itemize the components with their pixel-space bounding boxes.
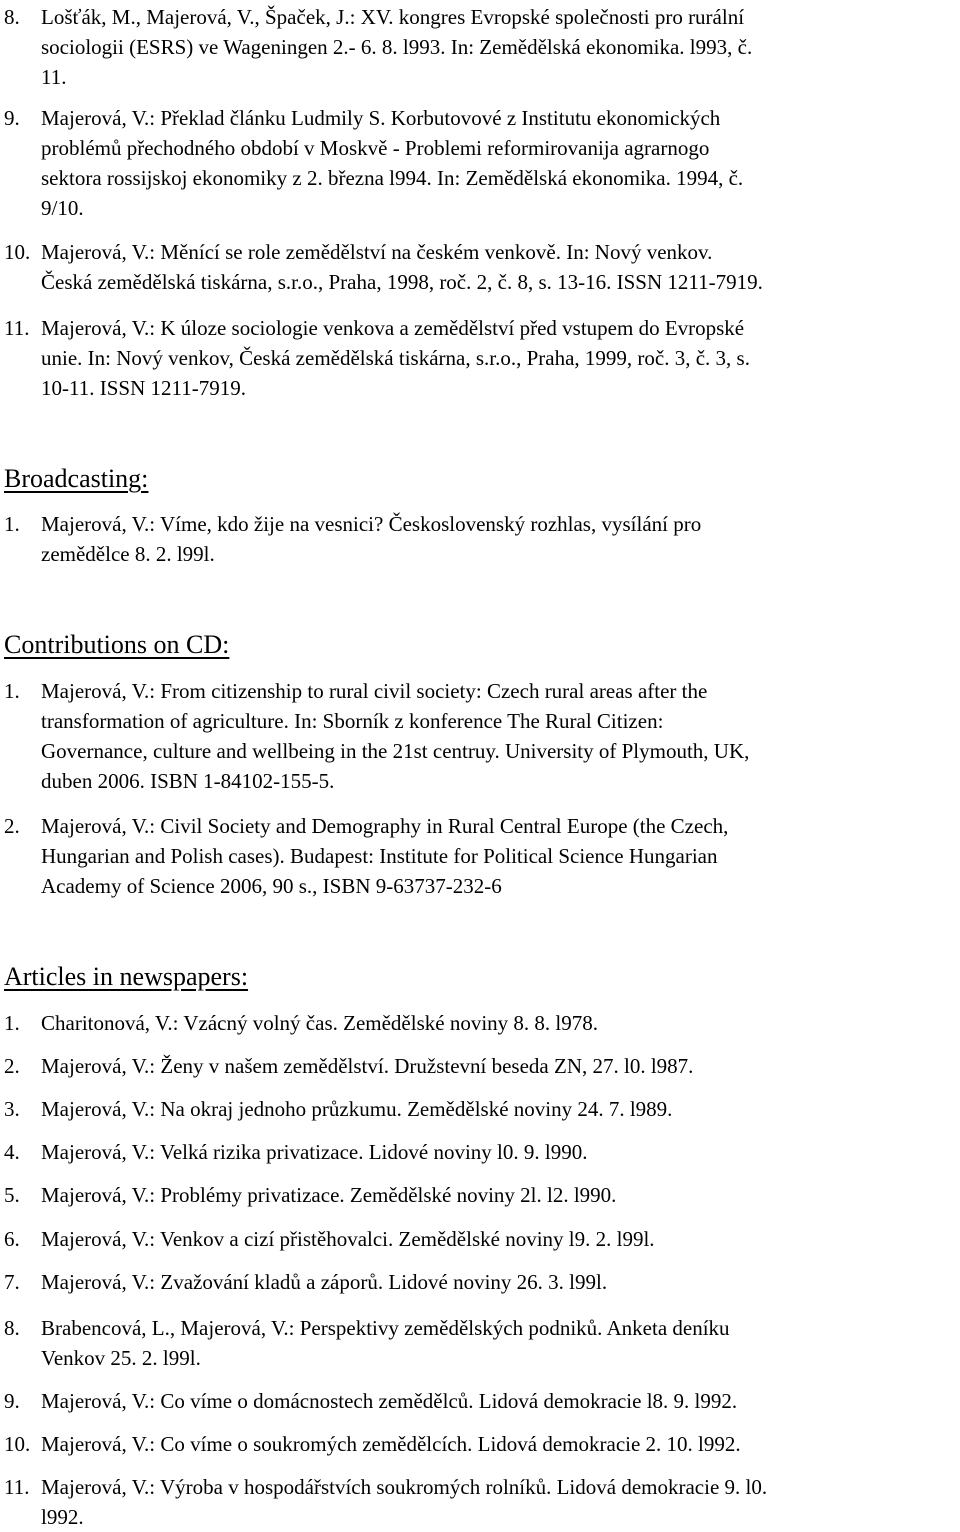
item-text: Majerová, V.: Velká rizika privatizace. Lidové noviny l0. 9. l990. — [41, 1140, 588, 1164]
list-item — [0, 313, 950, 403]
list-item — [0, 1137, 950, 1167]
list-item — [0, 1224, 950, 1254]
item-number: 1. — [4, 512, 20, 536]
item-number: 8. — [4, 5, 20, 29]
item-text: Majerová, V.: Ženy v našem zemědělství. Družstevní beseda ZN, 27. l0. l987. — [41, 1054, 694, 1078]
item-number: 10. — [4, 240, 31, 264]
list-item — [0, 1267, 950, 1297]
item-text: Majerová, V.: Víme, kdo žije na vesnici? Československý rozhlas, vysílání pro zemědělce 8. 2. l99l. — [41, 512, 702, 566]
list-item — [0, 811, 950, 901]
item-text: Majerová, V.: Co víme o soukromých zemědělcích. Lidová demokracie 2. 10. l992. — [41, 1432, 741, 1456]
item-number: 2. — [4, 814, 20, 838]
item-number: 4. — [4, 1140, 20, 1164]
section-heading-contributions-cd: Contributions on CD: — [4, 630, 230, 659]
item-number: 11. — [4, 1475, 30, 1499]
item-text: Majerová, V.: Venkov a cizí přistěhovalci. Zemědělské noviny l9. 2. l99l. — [41, 1227, 655, 1251]
item-text: Lošťák, M., Majerová, V., Špaček, J.: XV. kongres Evropské společnosti pro rurální sociologii (ESRS) ve Wageningen 2.- 6. 8. l993. In: Zemědělská ekonomika. l993, č. 11. — [41, 5, 753, 89]
list-item — [0, 1472, 950, 1532]
item-number: 10. — [4, 1432, 31, 1456]
item-text: Majerová, V.: Překlad článku Ludmily S. Korbutovové z Institutu ekonomických problémů přechodného období v Moskvě - Problemi reformirovanija agrarnogo sektora rossijskoj ekonomiky z 2. března l994. In: Zemědělská ekonomika. 1994, č. 9/10. — [41, 106, 744, 220]
item-text: Brabencová, L., Majerová, V.: Perspektivy zemědělských podniků. Anketa deníku Venkov 25. 2. l99l. — [41, 1316, 730, 1370]
item-number: 9. — [4, 1389, 20, 1413]
item-number: 2. — [4, 1054, 20, 1078]
list-item — [0, 103, 950, 223]
item-number: 7. — [4, 1270, 20, 1294]
list-item — [0, 1180, 950, 1210]
item-text: Majerová, V.: Měnící se role zemědělství na českém venkově. In: Nový venkov. Česká zemědělská tiskárna, s.r.o., Praha, 1998, roč. 2, č. 8, s. 13-16. ISSN 1211-7919. — [41, 240, 763, 294]
item-number: 6. — [4, 1227, 20, 1251]
item-text: Majerová, V.: Výroba v hospodářstvích soukromých rolníků. Lidová demokracie 9. l0. l992. — [41, 1475, 768, 1529]
list-item — [0, 1429, 950, 1459]
list-item — [0, 509, 950, 569]
item-number: 3. — [4, 1097, 20, 1121]
list-item — [0, 1313, 950, 1373]
list-item — [0, 1386, 950, 1416]
list-item — [0, 1094, 950, 1124]
section-heading-broadcasting: Broadcasting: — [4, 464, 149, 493]
item-text: Majerová, V.: Co víme o domácnostech zemědělců. Lidová demokracie l8. 9. l992. — [41, 1389, 738, 1413]
item-text: Majerová, V.: Zvažování kladů a záporů. Lidové noviny 26. 3. l99l. — [41, 1270, 608, 1294]
item-number: 9. — [4, 106, 20, 130]
item-text: Majerová, V.: From citizenship to rural civil society: Czech rural areas after the transformation of agriculture. In: Sborník z konference The Rural Citizen: Governance, culture and wellbeing in the 21st centruy. University of Plymouth, UK, duben 2006. ISBN 1-84102-155-5. — [41, 679, 750, 793]
item-text: Majerová, V.: K úloze sociologie venkova a zemědělství před vstupem do Evropské unie. In: Nový venkov, Česká zemědělská tiskárna, s.r.o., Praha, 1999, roč. 3, č. 3, s. 10-11. ISSN 1211-7919. — [41, 316, 750, 400]
list-item — [0, 2, 950, 92]
list-item — [0, 237, 950, 297]
list-item — [0, 1051, 950, 1081]
list-item — [0, 1008, 950, 1038]
item-number: 1. — [4, 1011, 20, 1035]
item-number: 11. — [4, 316, 30, 340]
item-number: 5. — [4, 1183, 20, 1207]
item-text: Majerová, V.: Na okraj jednoho průzkumu. Zemědělské noviny 24. 7. l989. — [41, 1097, 673, 1121]
section-heading-articles-newspapers: Articles in newspapers: — [4, 962, 249, 991]
item-text: Charitonová, V.: Vzácný volný čas. Zemědělské noviny 8. 8. l978. — [41, 1011, 598, 1035]
item-text: Majerová, V.: Problémy privatizace. Zemědělské noviny 2l. l2. l990. — [41, 1183, 617, 1207]
item-text: Majerová, V.: Civil Society and Demography in Rural Central Europe (the Czech, Hungarian and Polish cases). Budapest: Institute for Political Science Hungarian Academy of Science 2006, 90 s., ISBN 9-63737-232-6 — [41, 814, 729, 898]
item-number: 8. — [4, 1316, 20, 1340]
list-item — [0, 676, 950, 796]
item-number: 1. — [4, 679, 20, 703]
